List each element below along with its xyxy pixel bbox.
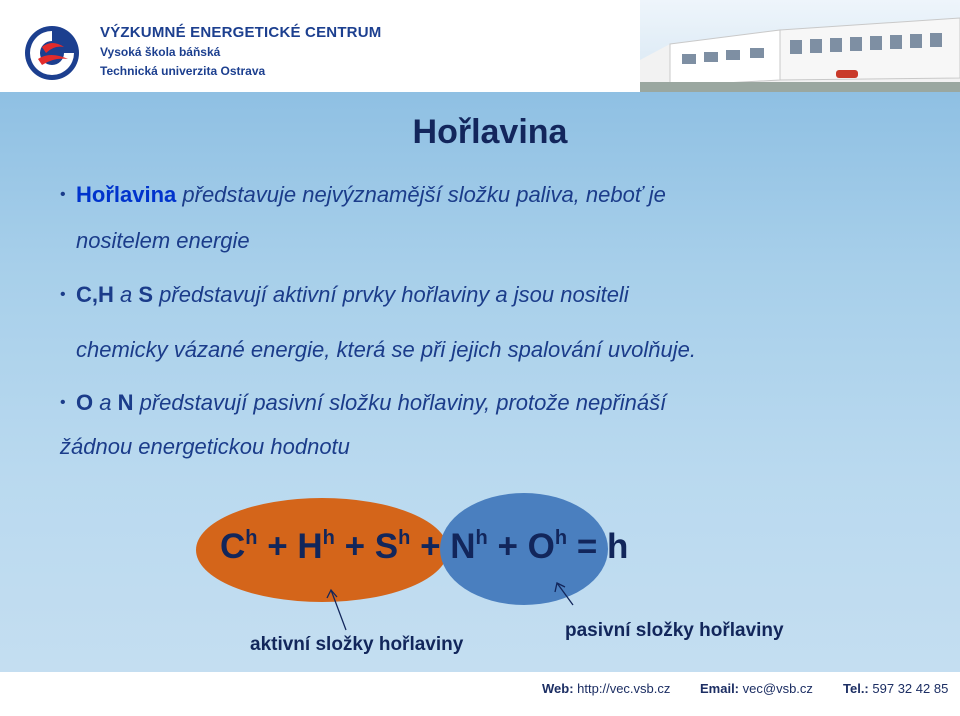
keyword-horlavina: Hořlavina bbox=[76, 182, 177, 207]
slide-title: Hořlavina bbox=[412, 113, 568, 151]
bullet-2-text: představují aktivní prvky hořlaviny a jsou nositeli bbox=[153, 282, 629, 307]
keyword-h: ,H bbox=[91, 282, 114, 307]
formula-n: N bbox=[450, 527, 476, 566]
footer-tel-value: 597 32 42 85 bbox=[872, 681, 949, 696]
keyword-n: N bbox=[117, 390, 134, 415]
bullet-3-line-1 bbox=[76, 390, 666, 416]
bullet-2-line-1 bbox=[76, 282, 629, 308]
bullet-dot-3: • bbox=[60, 394, 66, 411]
keyword-c: C bbox=[76, 282, 92, 307]
formula-h-sup: h bbox=[322, 527, 335, 549]
keyword-s: S bbox=[138, 282, 154, 307]
institute-subtitle-technical: Technická univerzita Ostrava bbox=[100, 64, 266, 78]
footer-email bbox=[700, 681, 813, 696]
bullet-1-text: představuje nejvýznamější složku paliva, neboť je bbox=[176, 182, 666, 207]
building-photo bbox=[640, 0, 960, 92]
bullet-dot-2: • bbox=[60, 286, 66, 303]
bullet-3-line-2: žádnou energetickou hodnotu bbox=[60, 434, 350, 459]
formula-c-sup: h bbox=[245, 527, 258, 549]
footer-web-link[interactable]: http://vec.vsb.cz bbox=[577, 681, 671, 696]
formula-plus-2: + bbox=[334, 527, 375, 566]
formula-plus-4: + bbox=[487, 527, 528, 566]
label-active-components: aktivní složky hořlaviny bbox=[250, 634, 464, 655]
formula-plus-1: + bbox=[257, 527, 298, 566]
formula-c: C bbox=[220, 527, 246, 566]
header bbox=[0, 0, 960, 92]
formula-h: H bbox=[297, 527, 323, 566]
footer-email-link[interactable]: vec@vsb.cz bbox=[742, 681, 813, 696]
institute-subtitle-university: Vysoká škola báňská bbox=[100, 45, 221, 59]
footer-tel-label: Tel.: bbox=[843, 681, 869, 696]
formula-o: O bbox=[527, 527, 555, 566]
footer-email-label: Email: bbox=[700, 681, 740, 696]
bullet-2-line-2: chemicky vázané energie, která se při jejich spalování uvolňuje. bbox=[76, 337, 696, 362]
bullet-1-line-2: nositelem energie bbox=[76, 228, 250, 253]
connector-a: a bbox=[113, 282, 139, 307]
combustible-formula bbox=[220, 527, 628, 567]
formula-o-sup: h bbox=[554, 527, 568, 549]
footer bbox=[0, 672, 960, 716]
formula-n-sup: h bbox=[475, 527, 488, 549]
footer-web-label: Web: bbox=[542, 681, 574, 696]
bullet-dot-1: • bbox=[60, 186, 66, 203]
formula-s: S bbox=[374, 527, 399, 566]
keyword-o: O bbox=[76, 390, 94, 415]
institute-title: VÝZKUMNÉ ENERGETICKÉ CENTRUM bbox=[100, 24, 382, 41]
formula-equals-h: = h bbox=[567, 527, 629, 566]
footer-phone bbox=[843, 681, 948, 696]
vsb-logo-icon bbox=[24, 25, 80, 81]
footer-web bbox=[542, 681, 670, 696]
formula-plus-3: + bbox=[410, 527, 451, 566]
formula-s-sup: h bbox=[398, 527, 411, 549]
bullet-1-line-1 bbox=[76, 182, 666, 208]
connector-a-2: a bbox=[93, 390, 118, 415]
label-passive-components: pasivní složky hořlaviny bbox=[565, 620, 784, 641]
bullet-3-text: představují pasivní složku hořlaviny, protože nepřináší bbox=[133, 390, 667, 415]
